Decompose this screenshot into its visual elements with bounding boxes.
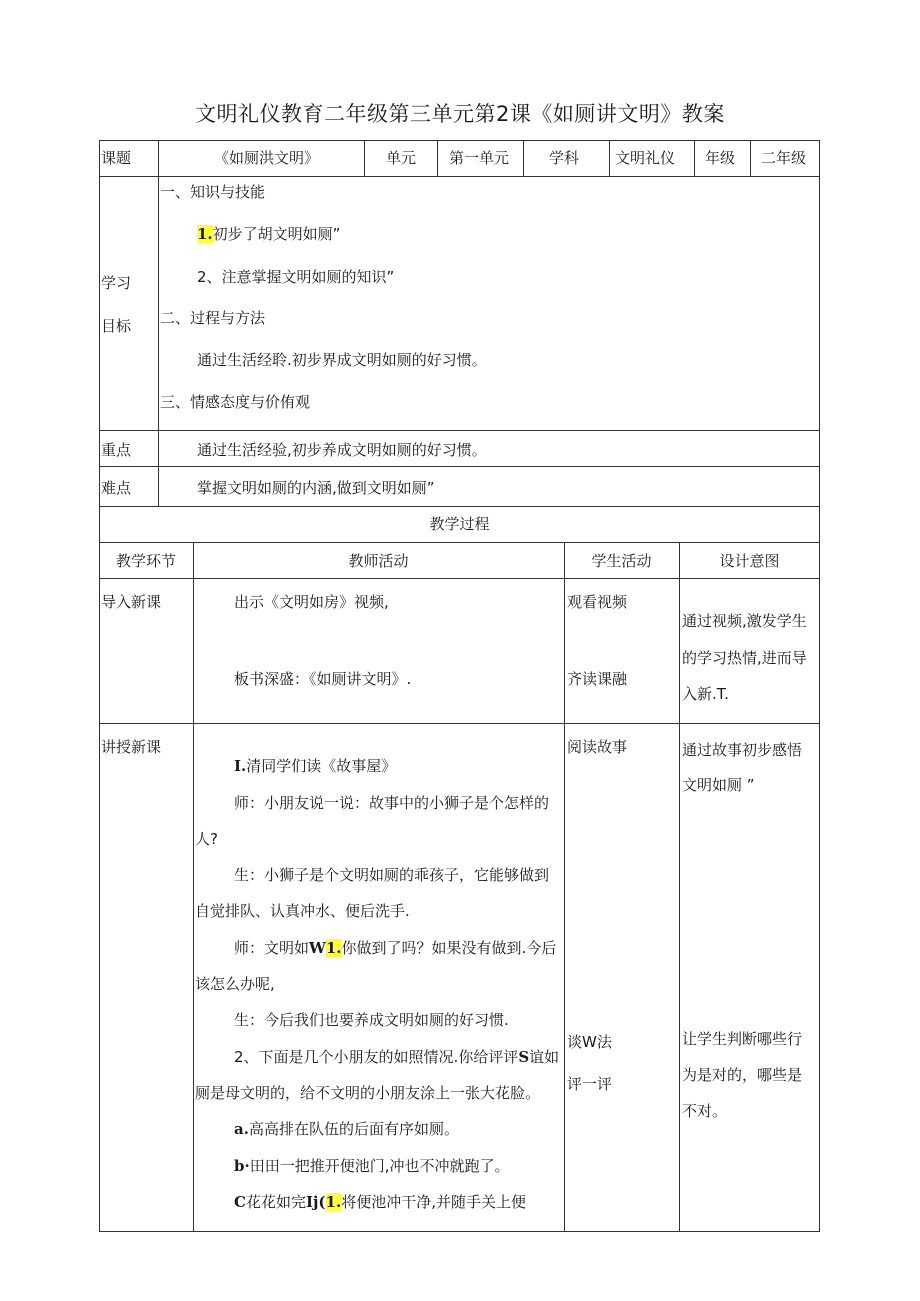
column-header: 设计意图	[719, 552, 780, 570]
col-divider	[193, 542, 194, 1232]
ocr-glyph: Ij(	[305, 1193, 326, 1211]
ocr-glyph: S	[518, 1048, 530, 1066]
student-activity: 阅读故事	[567, 738, 628, 756]
process-title: 教学过程	[429, 515, 490, 533]
design-intent: 入新.T.	[682, 685, 729, 703]
col-divider	[523, 140, 524, 176]
key-point-text: 通过生活经验,初步养成文明如厕的好习惯。	[197, 441, 487, 459]
subject-label: 学科	[549, 149, 580, 167]
design-intent: 让学生判断哪些行	[682, 1030, 803, 1048]
objectives-label: 目标	[101, 317, 132, 335]
stage-label: 讲授新课	[101, 738, 162, 756]
student-activity: 齐读课融	[567, 670, 628, 688]
teacher-activity-line: 生：小狮子是个文明如厕的乖孩子，它能够做到	[234, 866, 550, 884]
section-heading: 二、过程与方法	[160, 309, 266, 327]
teacher-activity-line	[234, 756, 396, 776]
item-marker: C	[234, 1193, 246, 1211]
item-marker: a.	[234, 1120, 249, 1138]
item-text: 初步了胡文明如厕”	[212, 225, 341, 243]
design-intent: 通过故事初步感悟	[682, 741, 803, 759]
line-text: 2、下面是几个小朋友的如照情况.你给评评	[234, 1048, 519, 1066]
row-divider	[99, 430, 820, 431]
teacher-activity: 出示《文明如房》视频,	[234, 593, 389, 611]
teacher-activity-line	[234, 1156, 510, 1176]
teacher-activity-line	[234, 1119, 459, 1139]
subject-value: 文明礼仪	[615, 149, 676, 167]
key-point-label: 重点	[101, 441, 132, 459]
col-divider	[364, 140, 365, 176]
column-header: 教师活动	[348, 552, 409, 570]
row-divider	[99, 466, 820, 467]
topic-value: 《如厕洪文明》	[214, 149, 320, 167]
item-number: 1.	[197, 225, 213, 243]
col-divider	[609, 140, 610, 176]
design-intent: 为是对的，哪些是	[682, 1066, 803, 1084]
student-activity: 观看视频	[567, 593, 628, 611]
line-text: 花花如完	[245, 1193, 306, 1211]
section-heading: 一、知识与技能	[160, 183, 266, 201]
design-intent: 文明如厕 ”	[682, 776, 755, 794]
row-divider	[99, 578, 820, 579]
teacher-activity-line: 自觉排队、认真冲水、便后洗手.	[195, 902, 410, 920]
line-text: 将便池冲干净,并随手关上便	[341, 1193, 526, 1211]
grade-value: 二年级	[761, 149, 807, 167]
line-text: 谊如	[529, 1048, 560, 1066]
row-divider	[99, 723, 820, 724]
line-text: 你做到了吗？如果没有做到.今后	[341, 939, 557, 957]
student-activity: 谈W法	[567, 1033, 612, 1051]
row-divider	[99, 542, 820, 543]
section-heading: 三、情感态度与价侑观	[160, 393, 311, 411]
difficulty-text: 掌握文明如厕的内涵,做到文明如厕”	[197, 479, 435, 497]
line-text: 高高排在队伍的后面有序如厕。	[248, 1120, 459, 1138]
step-number: I.	[234, 757, 247, 775]
line-text: 清同学们读《故事屋》	[246, 757, 397, 775]
item-marker: b·	[234, 1157, 250, 1175]
column-header: 教学环节	[115, 552, 176, 570]
col-divider	[694, 140, 695, 176]
design-intent: 不对。	[682, 1102, 728, 1120]
teacher-activity-line: 该怎么办呢,	[195, 975, 275, 993]
line-text: 师：文明如	[234, 939, 310, 957]
col-divider	[158, 140, 159, 506]
teacher-activity-line: 厕是母文明的，给不文明的小朋友涂上一张大花脸。	[195, 1084, 541, 1102]
teacher-activity-line	[234, 1192, 526, 1212]
col-divider	[437, 140, 438, 176]
ocr-glyph: 1.	[325, 939, 342, 957]
objectives-label: 学习	[101, 274, 132, 292]
teacher-activity-line: 生：今后我们也要养成文明如厕的好习惯.	[234, 1011, 509, 1029]
teacher-activity-line	[234, 938, 556, 958]
teacher-activity-line	[234, 1047, 559, 1067]
difficulty-label: 难点	[101, 479, 132, 497]
teacher-activity-line: 人?	[195, 830, 218, 848]
teacher-activity: 板书深盛：《如厕讲文明》.	[234, 670, 412, 688]
objective-item: 通过生活经聆.初步界成文明如厕的好习惯。	[197, 351, 487, 369]
document-title: 文明礼仪教育二年级第三单元第2课《如厕讲文明》教案	[195, 102, 725, 126]
line-text: 田田一把推开便池门,冲也不冲就跑了。	[249, 1157, 510, 1175]
objective-item: 2、注意掌握文明如厕的知识”	[197, 268, 395, 286]
unit-value: 第一单元	[449, 149, 510, 167]
design-intent: 的学习热情,进而导	[682, 649, 807, 667]
grade-label: 年级	[705, 149, 736, 167]
col-divider	[679, 542, 680, 1232]
stage-label: 导入新课	[101, 593, 162, 611]
col-divider	[750, 140, 751, 176]
design-intent: 通过视频,激发学生	[682, 612, 807, 630]
topic-label: 课题	[101, 149, 132, 167]
ocr-glyph: W	[309, 939, 326, 957]
ocr-glyph: 1.	[325, 1193, 342, 1211]
column-header: 学生活动	[591, 552, 652, 570]
unit-label: 单元	[386, 149, 417, 167]
teacher-activity-line: 师：小朋友说一说：故事中的小狮子是个怎样的	[234, 794, 550, 812]
row-divider	[99, 176, 820, 177]
student-activity: 评一评	[567, 1075, 613, 1093]
objective-item	[197, 224, 340, 244]
col-divider	[564, 542, 565, 1232]
row-divider	[99, 506, 820, 507]
